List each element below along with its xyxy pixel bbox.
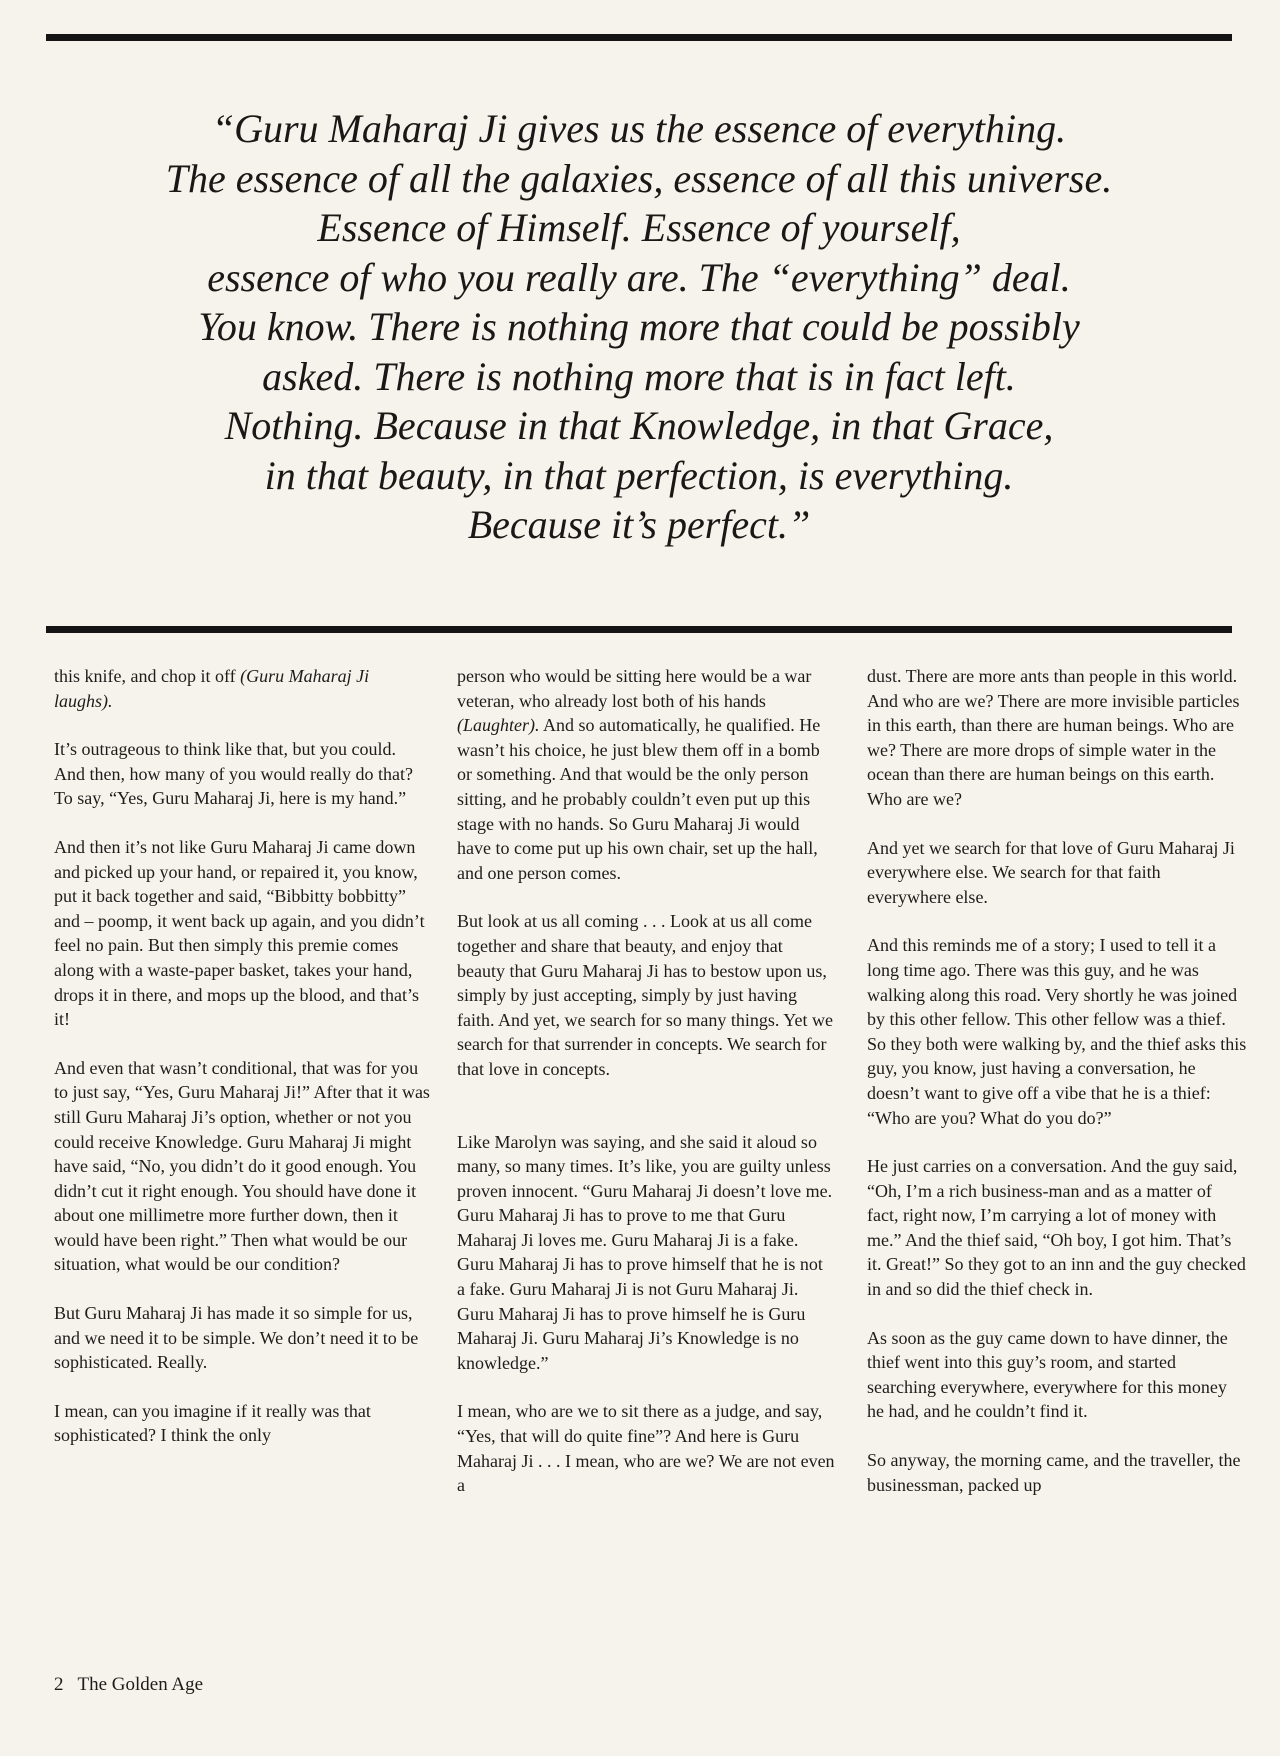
paragraph: And yet we search for that love of Guru Maharaj Ji everywhere else. We search for that faith everywhere else. (867, 837, 1235, 907)
section-rule (46, 626, 1232, 633)
pull-quote-line: in that beauty, in that perfection, is everything. (264, 452, 1014, 498)
pull-quote-line: “Guru Maharaj Ji gives us the essence of everything. (211, 106, 1067, 151)
paragraph: And even that wasn’t conditional, that was for you to just say, “Yes, Guru Maharaj Ji!” After that it was still Guru Maharaj Ji’s option, whether or not you could receive Knowledge. Guru Maharaj Ji might have said, “No, you didn’t do it good enough. You didn’t cut it right enough. You should have done it about one millimetre more further down, then it would have been right.” Then what would be our situation, what would be our condition? (54, 1057, 430, 1275)
page-number: 2 (54, 1674, 64, 1695)
paragraph: I mean, who are we to sit there as a judge, and say, “Yes, that will do quite fine”? And here is Guru Maharaj Ji . . . I mean, who are we? We are not even a (457, 1401, 835, 1496)
paragraph: It’s outrageous to think like that, but you could. And then, how many of you would really do that? To say, “Yes, Guru Maharaj Ji, here is my hand.” (54, 739, 413, 809)
paragraph: But look at us all coming . . . Look at us all come together and share that beauty, and enjoy that beauty that Guru Maharaj Ji has to bestow upon us, simply by just accepting, simply by just having faith. And yet, we search for so many things. Yet we search for that surrender in concepts. We search for that love in concepts. (457, 911, 833, 1079)
text-column-2 (457, 664, 835, 1522)
text-column-3 (867, 664, 1247, 1521)
paragraph-text: person who would be sitting here would be a war veteran, who already lost both of his hands (457, 666, 812, 711)
paragraph-text: And so automatically, he qualified. He wasn’t his choice, he just blew them off in a bomb or something. And that would be the only person sitting, and he probably couldn’t even put up this stage with no hands. So Guru Maharaj Ji would have to come put up his own chair, set up the hall, and one person comes. (457, 715, 821, 883)
stage-direction: (Laughter). (457, 715, 540, 736)
pull-quote (46, 104, 1232, 550)
paragraph: Like Marolyn was saying, and she said it aloud so many, so many times. It’s like, you are guilty unless proven innocent. “Guru Maharaj Ji doesn’t love me. Guru Maharaj Ji has to prove to me that Guru Maharaj Ji loves me. Guru Maharaj Ji is a fake. Guru Maharaj Ji has to prove himself that he is not a fake. Guru Maharaj Ji is not Guru Maharaj Ji. Guru Maharaj Ji has to prove himself he is Guru Maharaj Ji. Guru Maharaj Ji’s Knowledge is no knowledge.” (457, 1131, 833, 1373)
spacer (457, 1106, 835, 1130)
paragraph: But Guru Maharaj Ji has made it so simple for us, and we need it to be simple. We don’t need it to be sophisticated. Really. (54, 1303, 419, 1373)
pull-quote-line: The essence of all the galaxies, essence of all this universe. (165, 155, 1113, 201)
top-rule (46, 34, 1232, 41)
text-column-1 (54, 664, 430, 1472)
pull-quote-line: Essence of Himself. Essence of yourself, (317, 205, 961, 250)
paragraph-text: this knife, and chop it off (54, 666, 241, 686)
paragraph: dust. There are more ants than people in this world. And who are we? There are more invisible particles in this earth, than there are human beings. Who are we? There are more drops of simple water in the ocean than there are human beings on this earth. Who are we? (867, 666, 1240, 809)
paragraph: I mean, can you imagine if it really was that sophisticated? I think the only (54, 1400, 371, 1446)
pull-quote-line: asked. There is nothing more that is in fact left. (262, 353, 1016, 399)
paragraph (457, 664, 835, 885)
pull-quote-line: Because it’s perfect.” (467, 502, 811, 547)
paragraph: And this reminds me of a story; I used to tell it a long time ago. There was this guy, and he was walking along this road. Very shortly he was joined by this other fellow. This other fellow was a thief. So they both were walking by, and the thief asks this guy, you know, just having a conversation, he doesn’t want to give off a vibe that he is a thief: “Who are you? What do you do?” (867, 935, 1247, 1128)
paragraph: He just carries on a conversation. And the guy said, “Oh, I’m a rich business-man and as a matter of fact, right now, I’m carrying a lot of money with me.” And the thief said, “Oh boy, I got him. That’s it. Great!” So they got to an inn and the guy checked in and so did the thief check in. (867, 1156, 1246, 1300)
pull-quote-line: Nothing. Because in that Knowledge, in that Grace, (224, 403, 1054, 448)
paragraph: As soon as the guy came down to have dinner, the thief went into this guy’s room, and started searching everywhere, everywhere for this money he had, and he couldn’t find it. (867, 1327, 1228, 1422)
stage-direction: (Guru Maharaj Ji laughs). (54, 666, 370, 711)
page-footer (54, 1674, 203, 1696)
pull-quote-line: essence of who you really are. The “everything” deal. (207, 254, 1071, 300)
paragraph: And then it’s not like Guru Maharaj Ji came down and picked up your hand, or repaired it, you know, put it back together and said, “Bibbitty bobbitty” and – poomp, it went back up again, and you didn’t feel no pain. But then simply this premie comes along with a waste-paper basket, takes your hand, drops it in there, and mops up the blood, and that’s it! (54, 836, 425, 1030)
paragraph (54, 664, 430, 713)
pull-quote-line: You know. There is nothing more that could be possibly (198, 304, 1080, 349)
publication-name: The Golden Age (77, 1674, 204, 1695)
paragraph: So anyway, the morning came, and the traveller, the businessman, packed up (867, 1450, 1241, 1495)
